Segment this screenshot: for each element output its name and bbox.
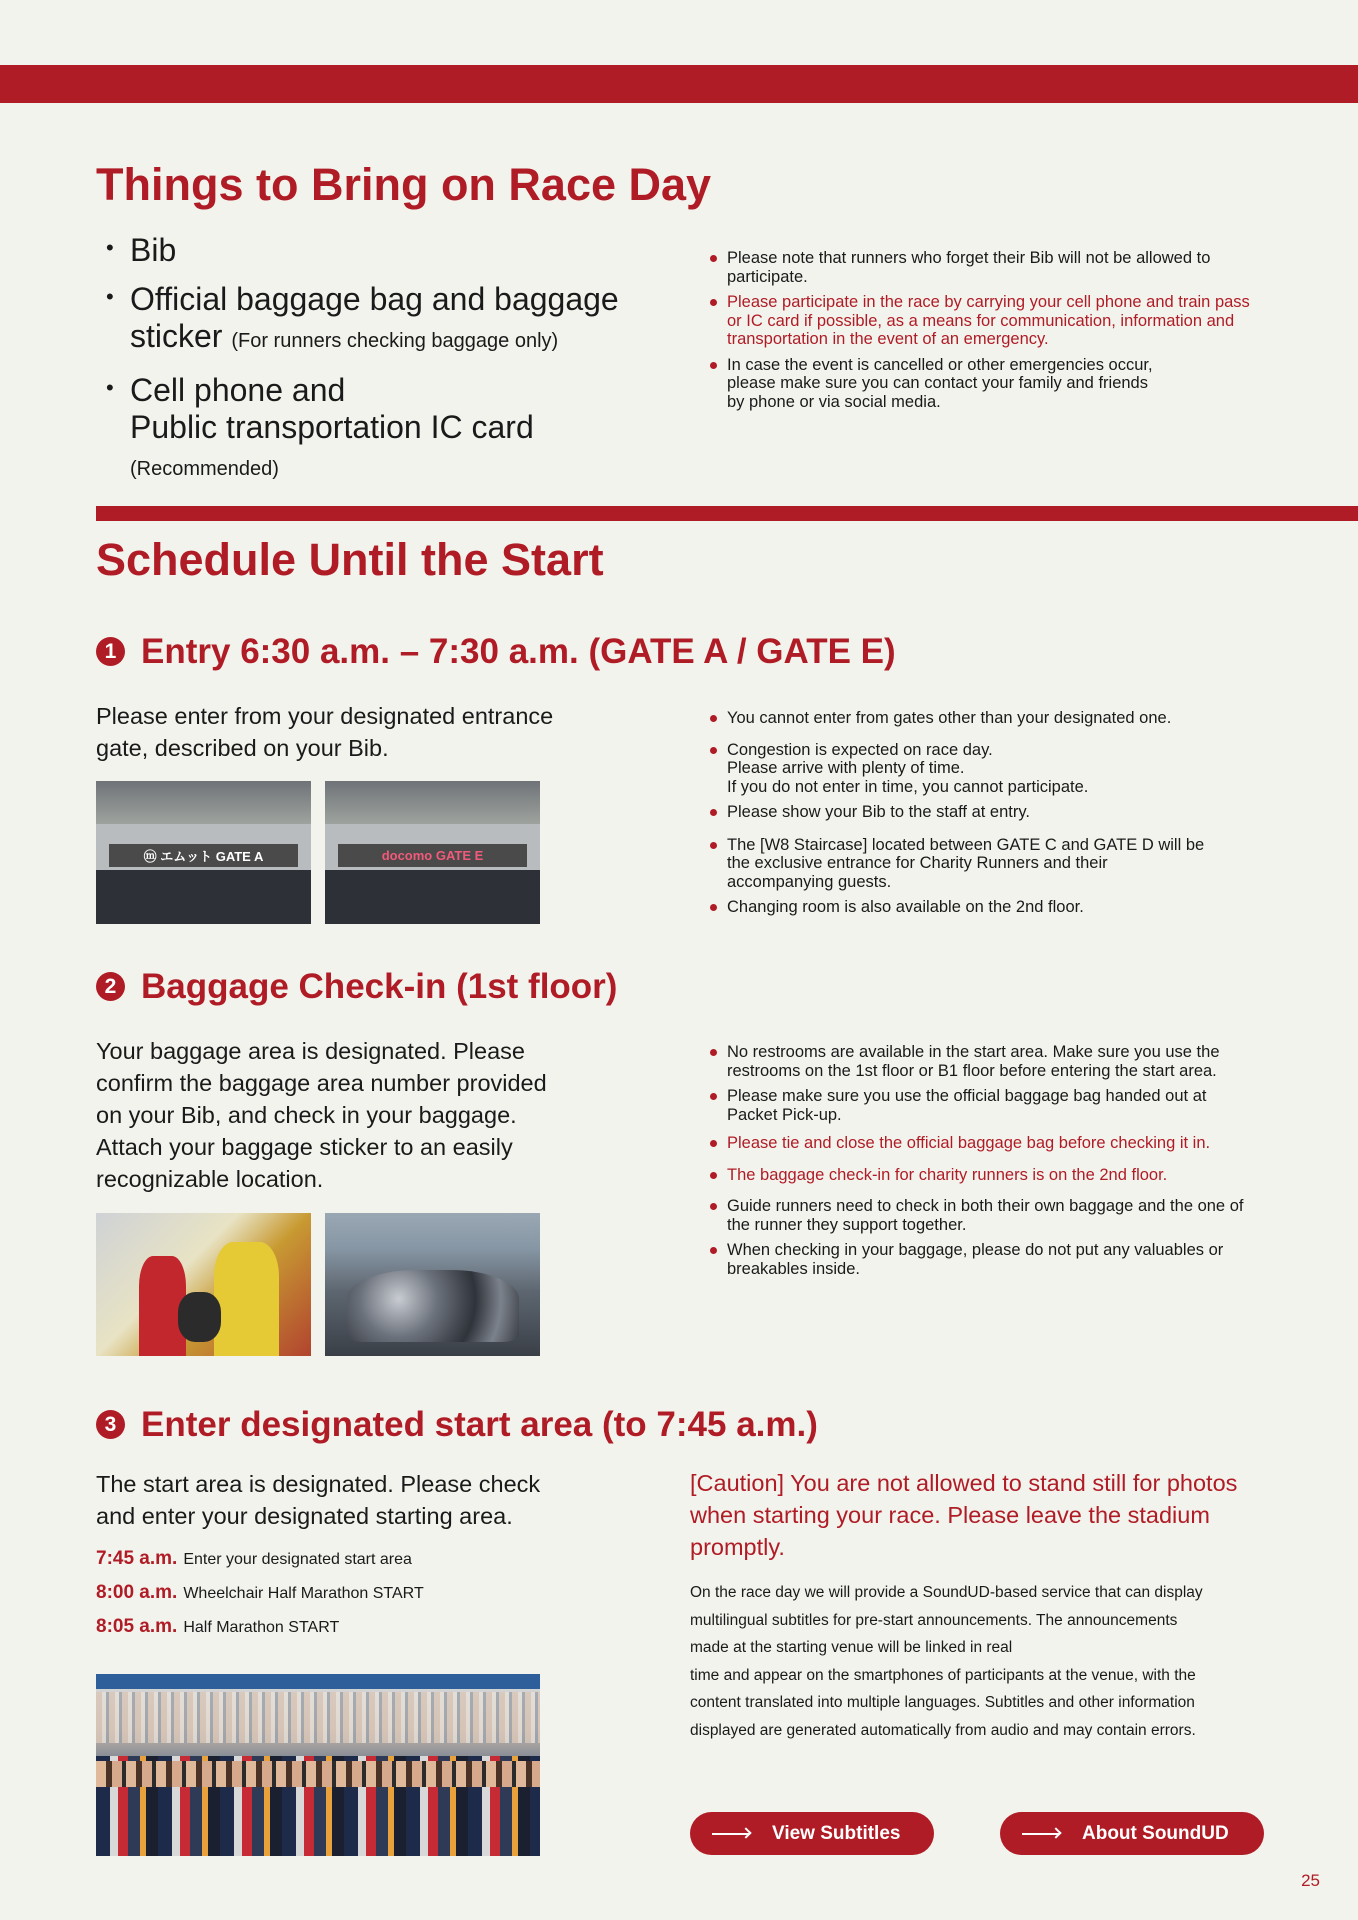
- note-item: You cannot enter from gates other than your designated one.: [708, 709, 1268, 728]
- page-number: 25: [1301, 1871, 1320, 1890]
- baggage-title: Baggage Check-in (1st floor): [141, 967, 618, 1006]
- bring-item-baggage: • Official baggage bag and baggage sticker (For runners checking baggage only): [106, 281, 619, 354]
- baggage-text: Your baggage area is designated. Please confirm the baggage area number provided on your Bib, and check in your baggage. Attach your baggage sticker to an easily recognizable location.: [96, 1038, 547, 1192]
- baggage-heading: [96, 969, 617, 1004]
- startarea-title: Enter designated start area (to 7:45 a.m.): [141, 1405, 818, 1444]
- about-soundud-button[interactable]: About SoundUD: [1000, 1812, 1264, 1855]
- bring-list: [96, 232, 656, 495]
- arrow-right-icon: [712, 1833, 750, 1835]
- schedule-desc: Wheelchair Half Marathon START: [183, 1585, 424, 1602]
- schedule-desc: Half Marathon START: [183, 1619, 340, 1636]
- note-item: Please participate in the race by carrying your cell phone and train pass or IC card if possible, as a means for communication, information and transportation in the event of an emergency.: [708, 293, 1268, 349]
- schedule-row: [96, 1616, 616, 1650]
- note-item: The [W8 Staircase] located between GATE C and GATE D will be the exclusive entrance for Charity Runners and their accompanying guests.: [708, 836, 1207, 892]
- bring-item-baggage-note: (For runners checking baggage only): [231, 330, 559, 352]
- bring-item-phone: • Cell phone and Public transportation IC card (Recommended): [106, 372, 534, 480]
- gate-a-photo: [96, 781, 311, 924]
- schedule-row: [96, 1548, 616, 1582]
- note-item: Please tie and close the official baggage bag before checking it in.: [708, 1134, 1268, 1153]
- bring-item-phone-note: (Recommended): [130, 458, 279, 480]
- entry-notes: [708, 709, 1268, 917]
- schedule-time: 8:00 a.m.: [96, 1582, 178, 1603]
- schedule-time: 8:05 a.m.: [96, 1616, 178, 1637]
- schedule-time: 7:45 a.m.: [96, 1548, 178, 1569]
- baggage-handover-photo: [96, 1213, 311, 1356]
- entry-text: Please enter from your designated entrance gate, described on your Bib.: [96, 703, 554, 761]
- bring-item-bib: • Bib: [106, 232, 177, 268]
- section-divider: [96, 506, 1358, 521]
- bring-title: Things to Bring on Race Day: [96, 159, 712, 210]
- note-item: Please make sure you use the official baggage bag handed out at Packet Pick-up.: [708, 1087, 1257, 1124]
- entry-heading: [96, 634, 896, 669]
- start-schedule: [96, 1548, 616, 1650]
- step-number-2: 2: [96, 972, 125, 1001]
- caution-text: [Caution] You are not allowed to stand still for photos when starting your race. Please leave the stadium promptly.: [690, 1470, 1238, 1560]
- note-item: The baggage check-in for charity runners is on the 2nd floor.: [708, 1166, 1268, 1185]
- top-band: [0, 65, 1358, 103]
- bring-notes: [708, 249, 1268, 411]
- soundud-info: On the race day we will provide a SoundUD-based service that can display multilingual subtitles for pre-start announcements. The announcements made at the starting venue will be linked in real time and appear on the smartphones of participants at the venue, with the content translated into multiple languages. Subtitles and other information displayed are generated automatically from audio and may contain errors.: [690, 1584, 1203, 1739]
- baggage-notes: [708, 1043, 1268, 1278]
- view-subtitles-button[interactable]: View Subtitles: [690, 1812, 934, 1855]
- note-item: No restrooms are available in the start area. Make sure you use the restrooms on the 1st floor or B1 floor before entering the start area.: [708, 1043, 1268, 1080]
- schedule-desc: Enter your designated start area: [183, 1551, 412, 1568]
- startarea-heading: [96, 1407, 818, 1442]
- gate-a-sign: ⓜ エムット GATE A: [109, 844, 298, 867]
- gate-e-sign: docomo GATE E: [338, 844, 527, 867]
- note-item: Changing room is also available on the 2nd floor.: [708, 898, 1268, 917]
- gate-e-photo: [325, 781, 540, 924]
- note-item: Please show your Bib to the staff at entry.: [708, 803, 1268, 822]
- schedule-title: Schedule Until the Start: [96, 534, 604, 585]
- step-number-1: 1: [96, 637, 125, 666]
- step-number-3: 3: [96, 1410, 125, 1439]
- note-item: Please note that runners who forget their Bib will not be allowed to participate.: [708, 249, 1268, 286]
- entry-title: Entry 6:30 a.m. – 7:30 a.m. (GATE A / GATE E): [141, 632, 896, 671]
- baggage-pile-photo: [325, 1213, 540, 1356]
- note-item: Guide runners need to check in both their own baggage and the one of the runner they support together.: [708, 1197, 1268, 1234]
- runners-start-photo: [96, 1674, 540, 1856]
- startarea-text: The start area is designated. Please check and enter your designated starting area.: [96, 1471, 541, 1529]
- schedule-row: [96, 1582, 616, 1616]
- note-item: In case the event is cancelled or other emergencies occur, please make sure you can contact your family and friends by phone or via social media.: [708, 356, 1157, 412]
- note-item: When checking in your baggage, please do not put any valuables or breakables inside.: [708, 1241, 1268, 1278]
- note-item: Congestion is expected on race day. Please arrive with plenty of time. If you do not enter in time, you cannot participate.: [708, 741, 1268, 797]
- arrow-right-icon: [1022, 1833, 1060, 1835]
